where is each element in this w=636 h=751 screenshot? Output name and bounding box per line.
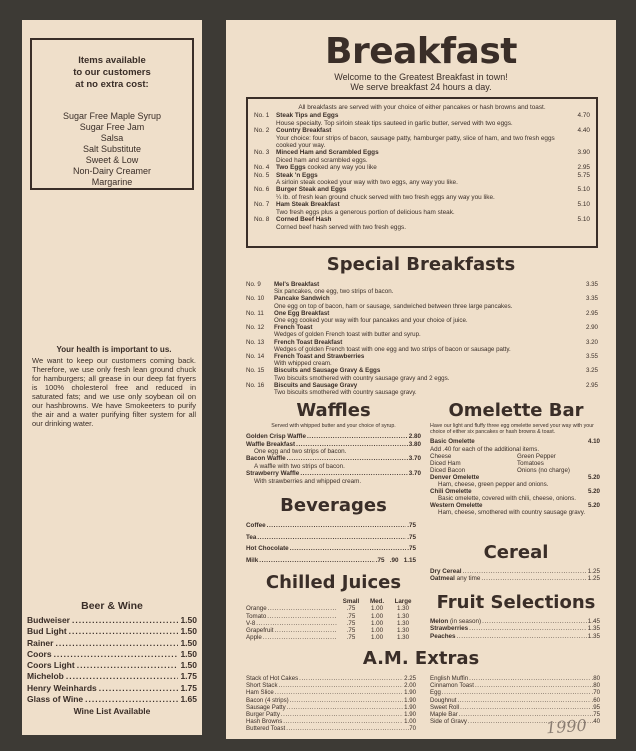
juices-heading: Chilled Juices xyxy=(265,572,402,593)
menu-item: Peaches ..... 1.35 xyxy=(430,633,600,640)
menu-item: No. 15 Biscuits and Sausage Gravy & Eggs Two biscuits smothered with country sausage gravy and 2 eggs. 3.25 xyxy=(246,367,598,382)
health-text: We want to keep our customers coming back. Therefore, we use only fresh lean ground chuck for hamburgers; all grease in our deep fat fryers is 100% cholesterol free and reduced in saturated fats; and we use only soybean oil on our hashbrowns. We have Smokeeters to purify the air and a water purifying filter system for all our drinking water. xyxy=(32,356,196,428)
menu-item: No. 2 Country Breakfast Your choice: four strips of bacon, sausage patty, hamburger patty, slice of ham, and two fresh eggs cooked your way. 4.40 xyxy=(254,127,590,150)
menu-item: Cinnamon Toast ..... .80 xyxy=(430,682,600,689)
menu-item: No. 1 Steak Tips and Eggs House specialty. Top sirloin steak tips sauteed in garlic butter, served with two eggs. 4.70 xyxy=(254,112,590,127)
table-header: Small Med. Large xyxy=(342,598,412,605)
menu-item: Hash Browns ..... 1.00 xyxy=(246,718,416,725)
page-title: Breakfast xyxy=(325,31,517,72)
menu-item: Buttered Toast ..... .70 xyxy=(246,725,416,732)
omelette-heading: Omelette Bar xyxy=(448,400,584,421)
menu-item: No. 7 Ham Steak Breakfast Two fresh eggs plus a generous portion of delicious ham steak. 5.10 xyxy=(254,201,590,216)
menu-row: Coors Light ..... 1.50 xyxy=(27,660,197,671)
beverages-heading: Beverages xyxy=(280,495,387,516)
menu-item: No. 5 Steak 'n Eggs A sirloin steak cooked your way with two eggs, any way you like. 5.75 xyxy=(254,171,590,187)
beer-wine-title: Beer & Wine xyxy=(81,600,143,612)
menu-item: Milk ..... .75 .90 1.15 xyxy=(246,555,416,567)
health-title: Your health is important to us. xyxy=(56,345,172,354)
menu-item: Ham Slice ..... 1.90 xyxy=(246,689,416,696)
table-row: Apple ..... .75 1.00 1.30 xyxy=(246,634,416,641)
breakfast-intro: All breakfasts are served with your choice of either pancakes or hash browns and toast. xyxy=(298,104,546,111)
menu-item: Strawberries ..... 1.35 xyxy=(430,625,600,632)
menu-item: No. 12 French Toast Wedges of golden French toast with butter and syrup. 2.90 xyxy=(246,324,598,339)
menu-row: Michelob ..... 1.75 xyxy=(27,671,197,682)
menu-item: No. 16 Biscuits and Sausage Gravy Two biscuits smothered with country sausage gravy. 2.95 xyxy=(246,381,598,397)
omelette-note: Have our light and fluffy three egg omelette served your way with your choice of either six pancakes or hash browns & toast. xyxy=(430,423,594,436)
menu-item: No. 10 Pancake Sandwich One egg on top of bacon, ham or sausage, sandwiched between three large pancakes. 3.35 xyxy=(246,295,598,310)
fruit-list xyxy=(430,618,600,640)
menu-item: Hot Chocolate ..... .75 xyxy=(246,543,416,555)
table-row: Grapefruit ..... .75 1.00 1.30 xyxy=(246,627,416,634)
list-item: Sweet & Low xyxy=(85,155,139,165)
menu-item: No. 4 Two Eggs cooked any way you like 2.95 xyxy=(254,164,590,172)
menu-item: No. 11 One Egg Breakfast One egg cooked your way with four pancakes and your choice of juice. 2.95 xyxy=(246,309,598,325)
waffles-list: Served with whipped butter and your choice of syrup. Golden Crisp Waffle ..... 2.80 Waffle Breakfast ..... 3.80 One egg and two strips of bacon. Bacon Waffle ..... 3.70 A waffle with two strips of bacon. Strawberry Waffle ..... 3.70 With strawberries and whipped cream. xyxy=(246,423,421,485)
menu-item: Sweet Roll ..... .95 xyxy=(430,704,600,711)
waffles-note: Served with whipped butter and your choice of syrup. xyxy=(271,423,396,429)
menu-row: Henry Weinhards ..... 1.75 xyxy=(27,683,197,694)
right-panel xyxy=(226,20,616,739)
menu-row: Coors ..... 1.50 xyxy=(27,649,197,660)
table-row: Orange ..... .75 1.00 1.30 xyxy=(246,605,416,612)
menu-item: No. 3 Minced Ham and Scrambled Eggs Diced ham and scrambled eggs. 3.90 xyxy=(254,149,590,164)
menu-item: No. 13 French Toast Breakfast Wedges of golden French toast with one egg and two strips of bacon or sausage patty. 3.20 xyxy=(246,338,598,353)
list-item: Margarine xyxy=(91,177,133,187)
beer-wine-section xyxy=(27,600,197,716)
omelette-list: Have our light and fluffy three egg omelette served your way with your choice of either six pancakes or hash browns & toast. Basic Omelette 4.10 Add .40 for each of the additional items. Cheese Green Pepper Diced Ham Tomatoes Diced Bacon Onions (no charge) Denver Omelette 5.20 Ham, cheese, green pepper and onions. Chili Omelette 5.20 Basic omelette, covered with chili, cheese, onions. Western Omelette 5.20 Ham, cheese, smothered with country sausage gravy. xyxy=(430,423,600,517)
extras-left-list xyxy=(246,675,416,733)
menu-item: Chili Omelette 5.20 xyxy=(430,488,600,496)
list-item: Sugar Free Jam xyxy=(79,122,145,132)
free-items-title: Items available to our customers at no extra cost: xyxy=(73,55,151,90)
menu-item: Sausage Patty ..... 1.90 xyxy=(246,704,416,711)
menu-item: Golden Crisp Waffle ..... 2.80 xyxy=(246,433,421,440)
list-item: Salt Substitute xyxy=(82,144,142,154)
table-row: Tomato ..... .75 1.00 1.30 xyxy=(246,613,416,620)
menu-item: Dry Cereal ..... 1.25 xyxy=(430,568,600,575)
menu-item: Bacon (4 strips) ..... 1.90 xyxy=(246,697,416,704)
fruit-heading: Fruit Selections xyxy=(436,592,596,613)
menu-item: English Muffin ..... .80 xyxy=(430,675,600,682)
wine-list-note: Wine List Available xyxy=(73,706,151,717)
menu-row: Glass of Wine ..... 1.65 xyxy=(27,694,197,705)
menu-item: Denver Omelette 5.20 xyxy=(430,473,600,481)
menu-item: Oatmeal any time ..... 1.25 xyxy=(430,575,600,582)
special-breakfasts-list xyxy=(246,281,598,396)
menu-row: Bud Light ..... 1.50 xyxy=(27,626,197,637)
menu-item: No. 14 French Toast and Strawberries With whipped cream. 3.55 xyxy=(246,353,598,368)
menu-item: Egg ..... .70 xyxy=(430,689,600,696)
menu-item: No. 6 Burger Steak and Eggs ¼ lb. of fresh lean ground chuck served with two fresh eggs any way you like. 5.10 xyxy=(254,186,590,201)
menu-item: Short Stack ..... 2.00 xyxy=(246,682,416,689)
waffles-heading: Waffles xyxy=(296,400,371,421)
table-row: V-8 ..... .75 1.00 1.30 xyxy=(246,620,416,627)
menu-item: Tea ..... .75 xyxy=(246,532,416,544)
cereal-heading: Cereal xyxy=(483,542,549,563)
health-notice xyxy=(32,345,196,428)
menu-item: Bacon Waffle ..... 3.70 xyxy=(246,455,421,462)
menu-item: Western Omelette 5.20 xyxy=(430,502,600,510)
extras-heading: A.M. Extras xyxy=(362,648,480,669)
omelette-options: Cheese Green Pepper Diced Ham Tomatoes Diced Bacon Onions (no charge) xyxy=(430,452,570,474)
menu-item: No. 8 Corned Beef Hash Corned beef hash served with two fresh eggs. 5.10 xyxy=(254,216,590,231)
breakfast-box xyxy=(246,97,598,248)
list-item: Non-Dairy Creamer xyxy=(72,166,152,176)
left-panel xyxy=(22,20,202,735)
menu-item: Melon (in season) ..... 1.45 xyxy=(430,618,600,625)
menu-item: Stack of Hot Cakes ..... 2.25 xyxy=(246,675,416,682)
beverages-list xyxy=(246,520,416,566)
special-breakfasts-heading: Special Breakfasts xyxy=(326,254,516,275)
menu-item: No. 9 Mel's Breakfast Six pancakes, one egg, two strips of bacon. 3.35 xyxy=(246,281,598,296)
menu-item: Waffle Breakfast ..... 3.80 xyxy=(246,441,421,448)
juices-table xyxy=(246,598,416,642)
free-items-list xyxy=(32,111,192,188)
menu-item: Maple Bar ..... .75 xyxy=(430,711,600,718)
menu-row: Budweiser ..... 1.50 xyxy=(27,615,197,626)
welcome-line: Welcome to the Greatest Breakfast in town! xyxy=(334,72,508,82)
hours-line: We serve breakfast 24 hours a day. xyxy=(350,82,492,92)
free-items-box xyxy=(30,38,194,190)
menu-row: Rainer ..... 1.50 xyxy=(27,638,197,649)
menu-item: Basic Omelette 4.10 xyxy=(430,438,600,446)
list-item: Sugar Free Maple Syrup xyxy=(62,111,162,121)
handwritten-year: 1990 xyxy=(545,715,588,738)
menu-item: Coffee ..... .75 xyxy=(246,520,416,532)
list-item: Salsa xyxy=(100,133,124,143)
cereal-list xyxy=(430,568,600,583)
menu-item: Strawberry Waffle ..... 3.70 xyxy=(246,470,421,477)
menu-item: Doughnut ..... .60 xyxy=(430,697,600,704)
menu-item: Burger Patty ..... 1.90 xyxy=(246,711,416,718)
menu-item: Side of Gravy ..... .40 xyxy=(430,718,600,725)
